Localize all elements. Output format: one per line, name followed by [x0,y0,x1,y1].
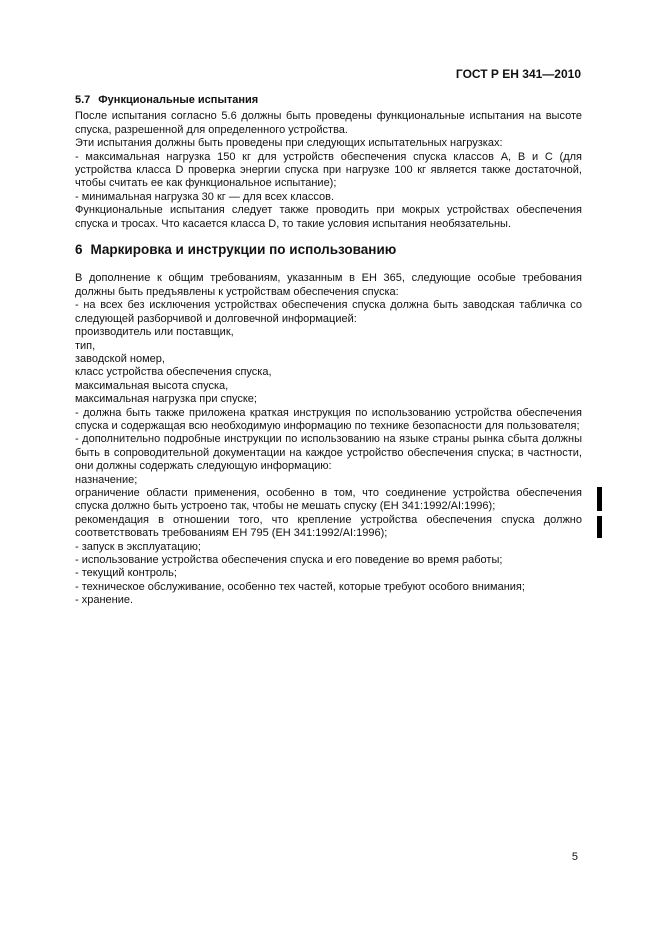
list-item: тип, [75,339,96,352]
list-item: максимальная высота спуска, [75,379,229,392]
list-item: - техническое обслуживание, особенно тех частей, которые требуют особого внимания; [75,580,525,593]
list-item: ограничение области применения, особенно в том, что соединение устройства обеспечения спуска должно быть устроено так, чтобы не мешать спуску (ЕН 341:1992/AI:1996); [75,486,582,513]
list-item: - использование устройства обеспечения спуска и его поведение во время работы; [75,554,503,566]
revision-mark [597,487,602,511]
list-item: - максимальная нагрузка 150 кг для устройств обеспечения спуска классов А, В и С (для устройства класса D проверка энергии спуска при нагрузке 100 кг является также достаточной, чтобы считать ее как функциональное испытание); [75,150,582,190]
marked-paragraph [75,514,582,541]
paragraph: Эти испытания должны быть проведены при следующих испытательных нагрузках: [75,137,503,150]
paragraph: После испытания согласно 5.6 должны быть проведены функциональные испытания на высоте спуска, разрешенной для определенного устройства. [75,110,582,136]
section-5-7-heading [75,94,582,107]
list-item: - хранение. [75,594,134,607]
list-item: - запуск в эксплуатацию; [75,540,201,553]
paragraph: В дополнение к общим требованиям, указанным в ЕН 365, следующие особые требования должны быть предъявлены к устройствам обеспечения спуска: [75,272,582,298]
section-number: 6 [75,242,83,258]
list-item: - минимальная нагрузка 30 кг — для всех классов. [75,190,334,203]
paragraph: Функциональные испытания следует также проводить при мокрых устройствах обеспечения спуска и тросах. Что касается класса D, то такие условия испытания необязательны. [75,204,582,230]
list-item: - на всех без исключения устройствах обеспечения спуска должна быть заводская табличка со следующей разборчивой и долговечной информацией: [75,299,582,325]
section-number: 5.7 [75,94,91,106]
section-6-heading [75,243,582,256]
list-item: назначение; [75,473,138,486]
section-title: Маркировка и инструкции по использованию [90,242,397,258]
document-id: ГОСТ Р ЕН 341—2010 [455,67,581,81]
marked-paragraph [75,487,582,514]
page-number: 5 [571,851,578,863]
revision-mark [597,516,602,538]
list-item: максимальная нагрузка при спуске; [75,393,257,406]
list-item: класс устройства обеспечения спуска, [75,366,272,379]
document-body [75,94,582,608]
list-item: заводской номер, [75,352,165,365]
list-item: рекомендация в отношении того, что крепление устройства обеспечения спуска должно соответствовать требованиям ЕН 795 (ЕН 341:1992/AI:1996); [75,513,582,540]
list-item: - должна быть также приложена краткая инструкция по использованию устройства обеспечения спуска и содержащая всю необходимую информацию по технике безопасности для пользователя; [75,406,582,432]
list-item: производитель или поставщик, [75,326,234,339]
list-item: - дополнительно подробные инструкции по использованию на языке страны рынка сбыта должны быть в сопроводительной документации на каждое устройство обеспечения спуска; в частности, они должны содержать следующую информацию: [75,433,582,473]
list-item: - текущий контроль; [75,567,177,580]
section-title: Функциональные испытания [98,94,259,106]
